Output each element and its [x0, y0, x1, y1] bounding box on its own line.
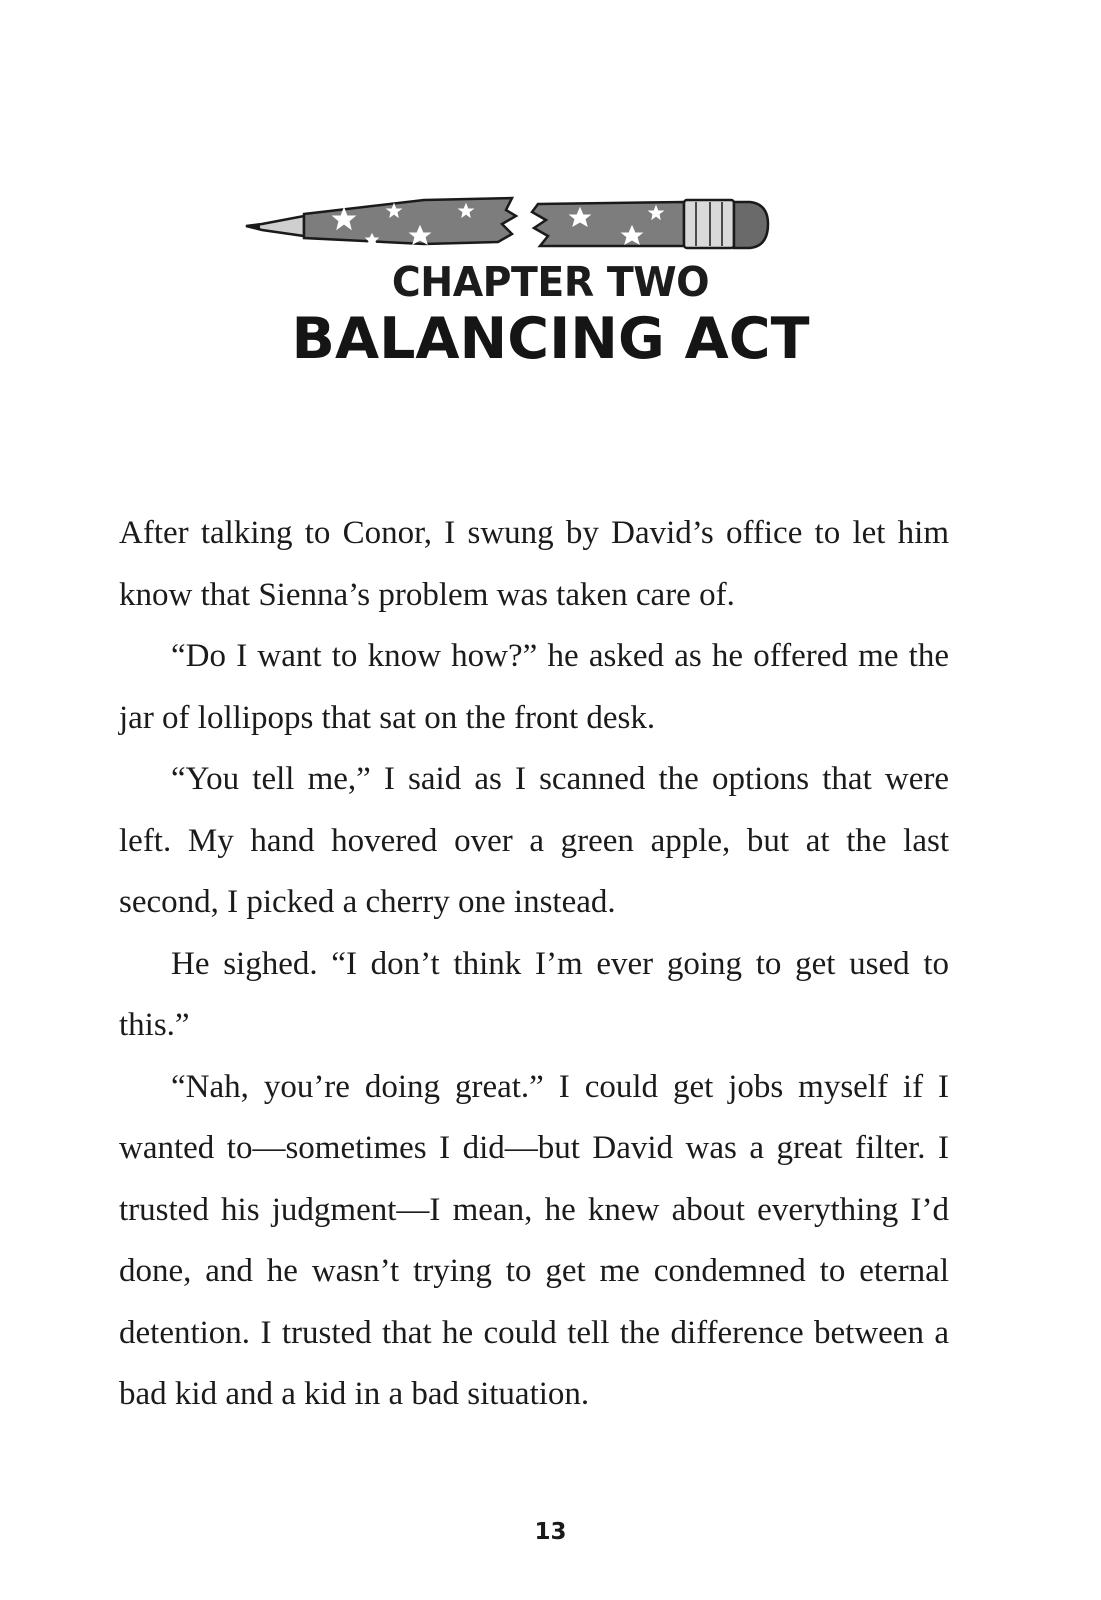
paragraph: “Nah, you’re doing great.” I could get jobs myself if I wanted to—sometimes I did—but David was a great filter. I trusted his judgment—I mean, he knew about everything I’d done, and he wasn’t trying to get me condemned to eternal detention. I trusted that he could tell the difference between a bad kid and a kid in a bad situation.	[119, 1068, 949, 1412]
broken-star-pencil-icon	[244, 190, 774, 262]
chapter-number: CHAPTER TWO	[391, 258, 710, 306]
paragraph: After talking to Conor, I swung by David’s office to let him know that Sienna’s problem was taken care of.	[119, 515, 949, 613]
chapter-title: BALANCING ACT	[291, 306, 810, 372]
paragraph: He sighed. “I don’t think I’m ever going to get used to this.”	[119, 945, 949, 1043]
paragraph: “You tell me,” I said as I scanned the options that were left. My hand hovered over a green apple, but at the last second, I picked a cherry one instead.	[119, 761, 949, 920]
page-number: 13	[534, 1519, 567, 1545]
paragraph: “Do I want to know how?” he asked as he offered me the jar of lollipops that sat on the front desk.	[119, 638, 949, 736]
chapter-body	[119, 503, 949, 1426]
